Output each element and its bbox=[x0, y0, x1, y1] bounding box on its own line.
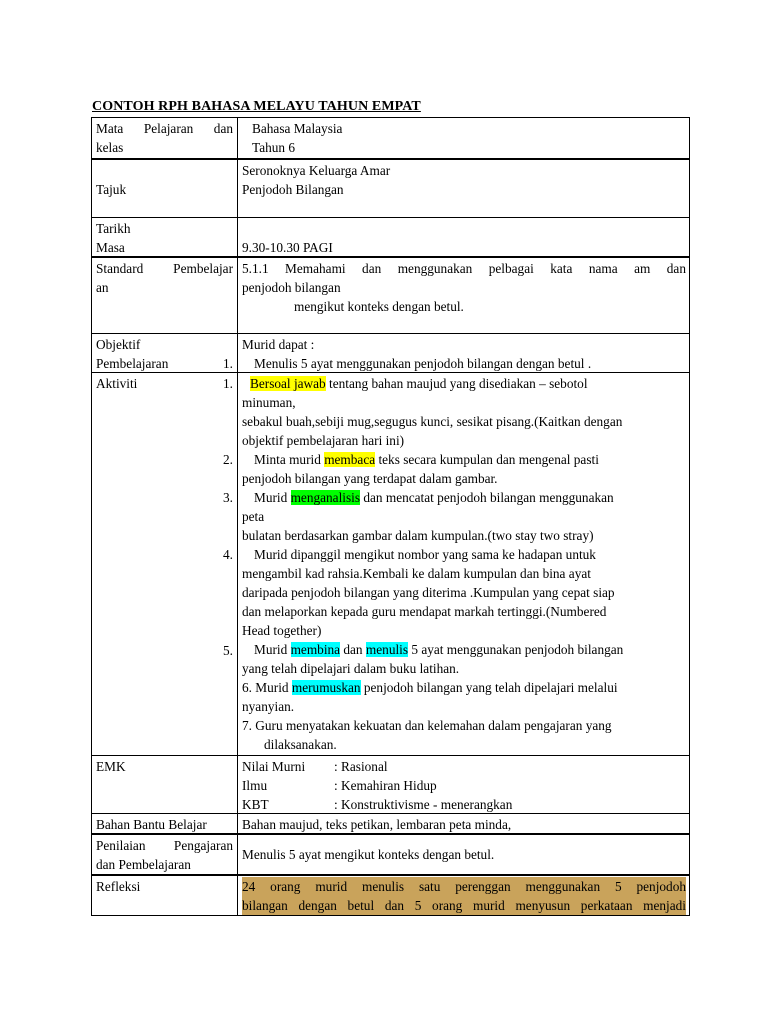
activity-7-line2: dilaksanakan. bbox=[264, 737, 337, 752]
label-subject bbox=[92, 118, 238, 158]
activity-5-mid: dan bbox=[340, 642, 366, 657]
activity-2-line2: penjodoh bilangan yang terdapat dalam gambar. bbox=[242, 471, 498, 486]
value-standard-line1: 5.1.1 Memahami dan menggunakan pelbagai kata nama am dan bbox=[242, 261, 686, 276]
row-emk bbox=[92, 755, 689, 813]
activity-1-line2: minuman, bbox=[242, 395, 296, 410]
label-assessment-line1: Penilaian Pengajaran bbox=[96, 838, 233, 853]
activity-7-line1: 7. Guru menyatakan kekuatan dan kelemahan dalam pengajaran yang bbox=[242, 718, 612, 733]
activity-1-line3: sebakul buah,sebiji mug,segugus kunci, sesikat pisang.(Kaitkan dengan bbox=[242, 414, 623, 429]
activity-1-highlight: Bersoal jawab bbox=[250, 376, 326, 391]
emk-key-3: KBT bbox=[242, 797, 269, 812]
activity-6-line1-rest: penjodoh bilangan yang telah dipelajari melalui bbox=[360, 680, 618, 695]
row-subject bbox=[92, 118, 689, 158]
emk-val-1: : Rasional bbox=[334, 759, 388, 774]
emk-key-2: Ilmu bbox=[242, 778, 268, 793]
activity-num-4: 4. bbox=[223, 547, 233, 562]
label-objective bbox=[92, 334, 238, 372]
value-standard-line3: mengikut konteks dengan betul. bbox=[294, 299, 464, 314]
activity-num-5: 5. bbox=[223, 643, 233, 658]
label-emk: EMK bbox=[92, 756, 238, 813]
activity-2-pre: Minta murid bbox=[254, 452, 325, 467]
activity-1-line1 bbox=[242, 374, 686, 393]
label-objective-line2: Pembelajaran bbox=[96, 356, 169, 371]
activity-2-line1-rest: teks secara kumpulan dan mengenal pasti bbox=[375, 452, 599, 467]
value-topic-line2: Penjodoh Bilangan bbox=[242, 182, 344, 197]
value-objective-line2: Menulis 5 ayat menggunakan penjodoh bilangan dengan betul . bbox=[254, 356, 592, 371]
activity-5-line1 bbox=[242, 640, 686, 659]
activity-3-line3: bulatan berdasarkan gambar dalam kumpulan.(two stay two stray) bbox=[242, 528, 594, 543]
activity-4-line2: mengambil kad rahsia.Kembali ke dalam kumpulan dan bina ayat bbox=[242, 566, 591, 581]
value-assessment: Menulis 5 ayat mengikut konteks dengan betul. bbox=[242, 847, 495, 862]
activity-3-highlight: menganalisis bbox=[290, 490, 361, 505]
activity-2-highlight: membaca bbox=[324, 452, 376, 467]
label-date bbox=[92, 218, 238, 256]
value-standard bbox=[238, 258, 689, 333]
value-topic bbox=[238, 160, 689, 217]
label-standard-line2: an bbox=[96, 280, 109, 295]
document-title: CONTOH RPH BAHASA MELAYU TAHUN EMPAT bbox=[92, 99, 421, 114]
value-topic-line1: Seronoknya Keluarga Amar bbox=[242, 163, 391, 178]
row-reflection bbox=[92, 874, 689, 915]
activity-1-line4: objektif pembelajaran hari ini) bbox=[242, 433, 405, 448]
activity-1-line1-rest: tentang bahan maujud yang disediakan – sebotol bbox=[325, 376, 588, 391]
value-reflection bbox=[238, 876, 689, 915]
label-objective-line1: Objektif bbox=[96, 337, 141, 352]
activity-6-pre: 6. Murid bbox=[242, 680, 292, 695]
label-date-line2: Masa bbox=[96, 240, 125, 255]
activity-5-line2: yang telah dipelajari dalam buku latihan. bbox=[242, 661, 460, 676]
activity-3-line2: peta bbox=[242, 509, 265, 524]
activity-num-3: 3. bbox=[223, 490, 233, 505]
label-standard bbox=[92, 258, 238, 333]
label-date-line1: Tarikh bbox=[96, 221, 131, 236]
activity-3-line1-rest: dan mencatat penjodoh bilangan menggunakan bbox=[360, 490, 614, 505]
activity-5-pre: Murid bbox=[254, 642, 291, 657]
value-objective-line1: Murid dapat : bbox=[242, 337, 315, 352]
row-materials bbox=[92, 813, 689, 833]
objective-number: 1. bbox=[223, 356, 233, 371]
label-subject-line1: Mata Pelajaran dan bbox=[96, 121, 233, 136]
value-objective bbox=[238, 334, 689, 372]
value-standard-line2: penjodoh bilangan bbox=[242, 280, 341, 295]
activity-2-line1 bbox=[242, 450, 686, 469]
value-emk bbox=[238, 756, 689, 813]
activity-3-line1 bbox=[242, 488, 686, 507]
emk-val-2: : Kemahiran Hidup bbox=[334, 778, 437, 793]
emk-item-1 bbox=[242, 757, 686, 776]
value-subject-line1: Bahasa Malaysia bbox=[252, 121, 343, 136]
value-subject-line2: Tahun 6 bbox=[252, 140, 296, 155]
label-activity bbox=[92, 373, 238, 755]
value-materials: Bahan maujud, teks petikan, lembaran peta minda, bbox=[242, 817, 512, 832]
lesson-plan-table bbox=[91, 117, 690, 916]
activity-4-line1: Murid dipanggil mengikut nombor yang sama ke hadapan untuk bbox=[254, 547, 596, 562]
row-activity bbox=[92, 372, 689, 755]
activity-6-line1 bbox=[242, 678, 686, 697]
value-reflection-line1: 24 orang murid menulis satu perenggan menggunakan 5 penjodoh bbox=[242, 879, 686, 894]
row-objective bbox=[92, 333, 689, 372]
activity-5-line1-rest: 5 ayat menggunakan penjodoh bilangan bbox=[408, 642, 624, 657]
activity-4-line4: dan melaporkan kepada guru mendapat markah tertinggi.(Numbered bbox=[242, 604, 607, 619]
emk-item-2 bbox=[242, 776, 686, 795]
label-standard-line1: Standard Pembelajar bbox=[96, 261, 233, 276]
label-reflection: Refleksi bbox=[92, 876, 238, 915]
activity-num-1: 1. bbox=[223, 376, 233, 391]
value-activity bbox=[238, 373, 689, 755]
label-assessment-line2: dan Pembelajaran bbox=[96, 857, 191, 872]
row-standard bbox=[92, 256, 689, 333]
activity-6-line2: nyanyian. bbox=[242, 699, 295, 714]
emk-val-3: : Konstruktivisme - menerangkan bbox=[334, 797, 513, 812]
row-topic bbox=[92, 158, 689, 217]
activity-5-highlight-1: membina bbox=[290, 642, 341, 657]
label-materials: Bahan Bantu Belajar bbox=[92, 814, 238, 833]
activity-6-highlight: merumuskan bbox=[291, 680, 361, 695]
emk-item-3 bbox=[242, 795, 686, 814]
label-activity-text: Aktiviti bbox=[96, 376, 138, 391]
emk-key-1: Nilai Murni bbox=[242, 759, 306, 774]
row-date bbox=[92, 217, 689, 256]
row-assessment bbox=[92, 833, 689, 874]
label-subject-line2: kelas bbox=[96, 140, 124, 155]
value-subject bbox=[238, 118, 689, 158]
value-date: 9.30-10.30 PAGI bbox=[242, 240, 333, 255]
activity-num-2: 2. bbox=[223, 452, 233, 467]
value-reflection-line2: bilangan dengan betul dan 5 orang murid menyusun perkataan menjadi bbox=[242, 898, 686, 913]
activity-5-highlight-2: menulis bbox=[365, 642, 409, 657]
activity-4-line5: Head together) bbox=[242, 623, 322, 638]
label-assessment bbox=[92, 835, 238, 874]
activity-4-line3: daripada penjodoh bilangan yang diterima .Kumpulan yang cepat siap bbox=[242, 585, 615, 600]
activity-3-pre: Murid bbox=[254, 490, 291, 505]
label-topic: Tajuk bbox=[92, 160, 238, 217]
